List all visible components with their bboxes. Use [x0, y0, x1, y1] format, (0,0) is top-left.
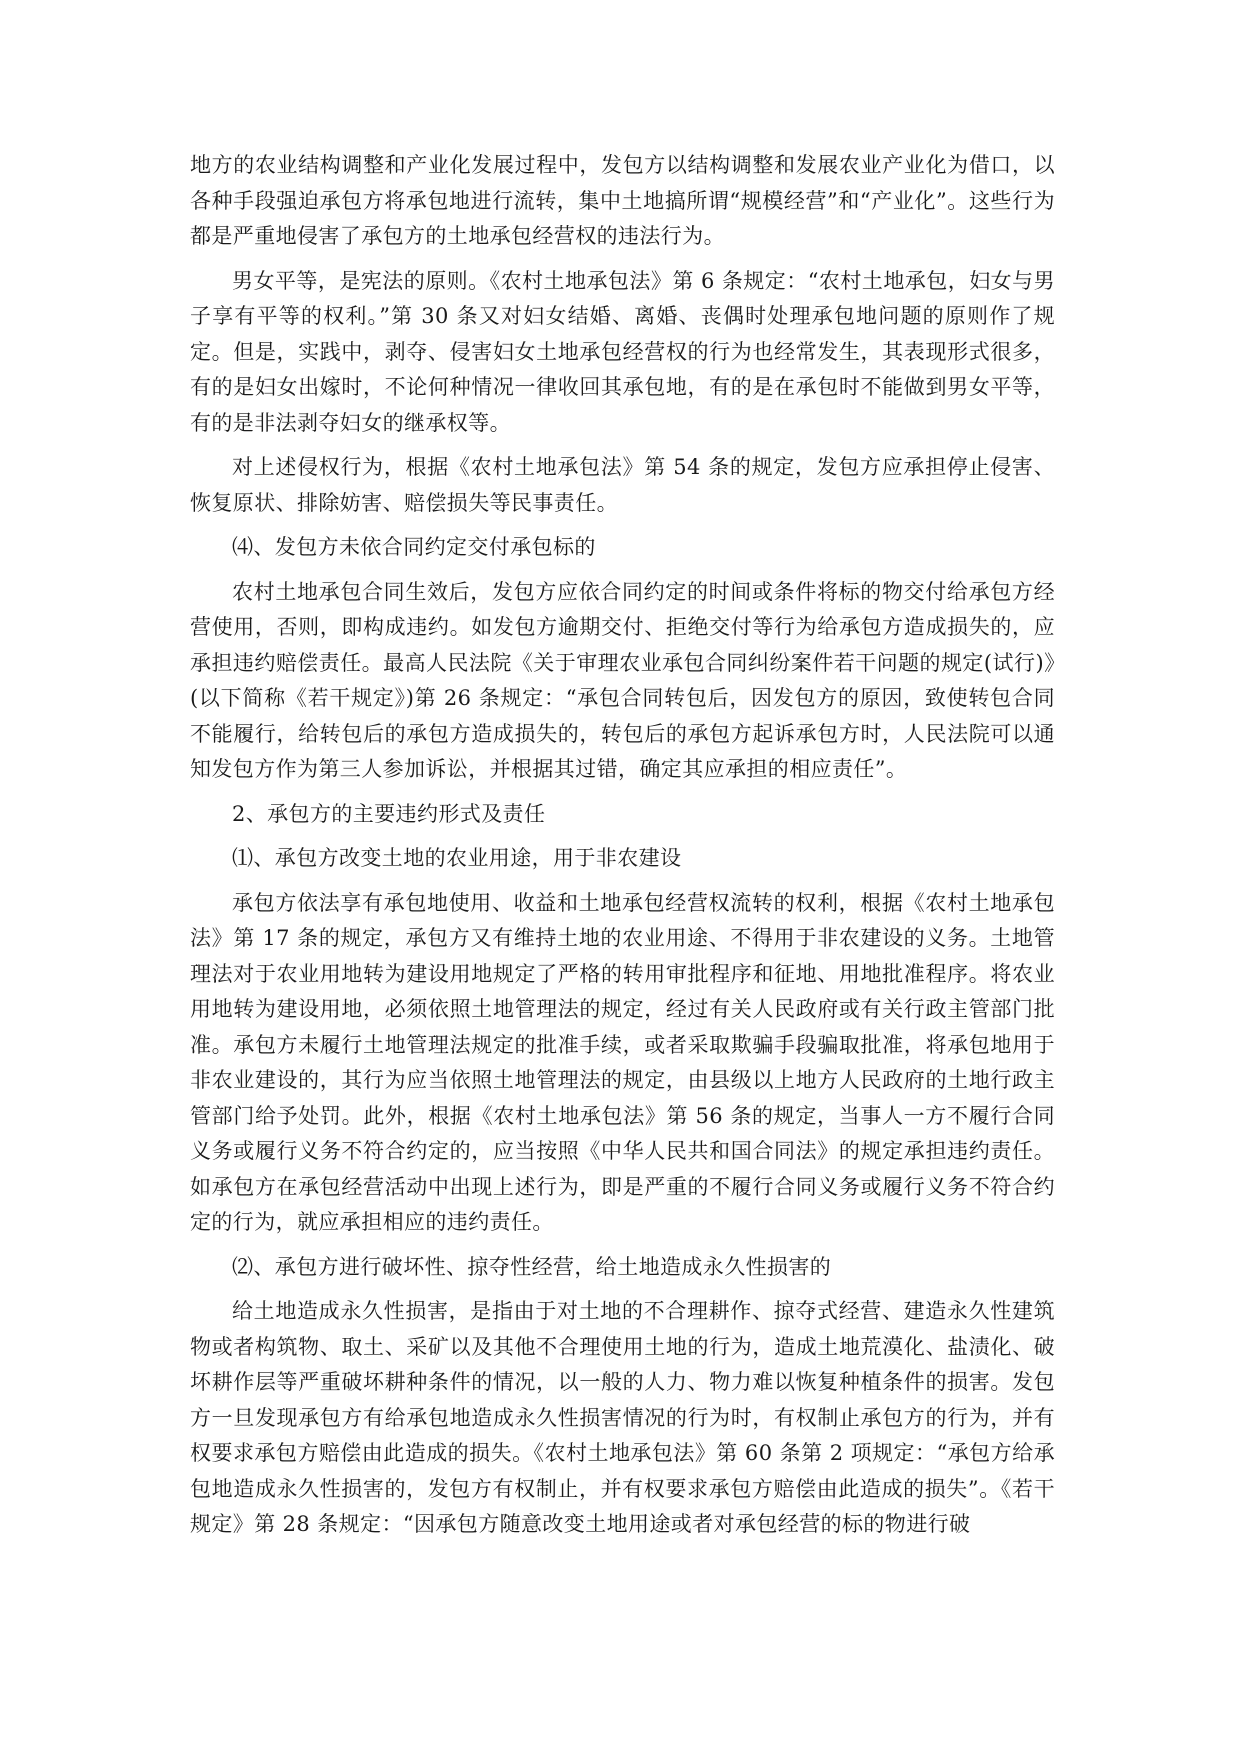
heading-2-destructive-operation: ⑵、承包方进行破坏性、掠夺性经营，给土地造成永久性损害的: [232, 1254, 832, 1279]
paragraph-continuation: 地方的农业结构调整和产业化发展过程中，发包方以结构调整和发展农业产业化为借口，以各种手段强迫承包方将承包地进行流转，集中土地搞所谓“规模经营”和“产业化”。这些行为都是严重地侵害了承包方的土地承包经营权的违法行为。: [190, 153, 1055, 248]
paragraph-land-use-change: 承包方依法享有承包地使用、收益和土地承包经营权流转的权利，根据《农村土地承包法》第 17 条的规定，承包方又有维持土地的农业用途、不得用于非农建设的义务。土地管理法对于农业用地转为建设用地规定了严格的转用审批程序和征地、用地批准程序。将农业用地转为建设用地，必须依照土地管理法的规定，经过有关人民政府或有关行政主管部门批准。承包方未履行土地管理法规定的批准手续，或者采取欺骗手段骗取批准，将承包地用于非农业建设的，其行为应当依照土地管理法的规定，由县级以上地方人民政府的土地行政主管部门给予处罚。此外，根据《农村土地承包法》第 56 条的规定，当事人一方不履行合同义务或履行义务不符合约定的，应当按照《中华人民共和国合同法》的规定承担违约责任。如承包方在承包经营活动中出现上述行为，即是严重的不履行合同义务或履行义务不符合约定的行为，就应承担相应的违约责任。: [190, 890, 1055, 1234]
heading-2-contractor-breach: 2、承包方的主要违约形式及责任: [232, 801, 546, 826]
heading-1-land-use-change: ⑴、承包方改变土地的农业用途，用于非农建设: [232, 846, 682, 870]
document-page: [190, 148, 1055, 1552]
paragraph-gender-equality: 男女平等，是宪法的原则。《农村土地承包法》第 6 条规定：“农村土地承包，妇女与男子享有平等的权利。”第 30 条又对妇女结婚、离婚、丧偶时处理承包地问题的原则作了规定。但是，实践中，剥夺、侵害妇女土地承包经营权的行为也经常发生，其表现形式很多，有的是妇女出嫁时，不论何种情况一律收回其承包地，有的是在承包时不能做到男女平等，有的是非法剥夺妇女的继承权等。: [190, 268, 1055, 435]
paragraph-delivery: 农村土地承包合同生效后，发包方应依合同约定的时间或条件将标的物交付给承包方经营使用，否则，即构成违约。如发包方逾期交付、拒绝交付等行为给承包方造成损失的，应承担违约赔偿责任。最高人民法院《关于审理农业承包合同纠纷案件若干问题的规定(试行)》(以下简称《若干规定》)第 26 条规定：“承包合同转包后，因发包方的原因，致使转包合同不能履行，给转包后的承包方造成损失的，转包后的承包方起诉承包方时，人民法院可以通知发包方作为第三人参加诉讼，并根据其过错，确定其应承担的相应责任”。: [190, 579, 1055, 781]
paragraph-infringement-liability: 对上述侵权行为，根据《农村土地承包法》第 54 条的规定，发包方应承担停止侵害、恢复原状、排除妨害、赔偿损失等民事责任。: [190, 455, 1055, 515]
paragraph-permanent-damage: 给土地造成永久性损害，是指由于对土地的不合理耕作、掠夺式经营、建造永久性建筑物或者构筑物、取土、采矿以及其他不合理使用土地的行为，造成土地荒漠化、盐渍化、破坏耕作层等严重破坏耕种条件的情况，以一般的人力、物力难以恢复种植条件的损害。发包方一旦发现承包方有给承包地造成永久性损害情况的行为时，有权制止承包方的行为，并有权要求承包方赔偿由此造成的损失。《农村土地承包法》第 60 条第 2 项规定：“承包方给承包地造成永久性损害的，发包方有权制止，并有权要求承包方赔偿由此造成的损失”。《若干规定》第 28 条规定：“因承包方随意改变土地用途或者对承包经营的标的物进行破: [190, 1299, 1055, 1536]
heading-4-delivery: ⑷、发包方未依合同约定交付承包标的: [232, 535, 596, 559]
